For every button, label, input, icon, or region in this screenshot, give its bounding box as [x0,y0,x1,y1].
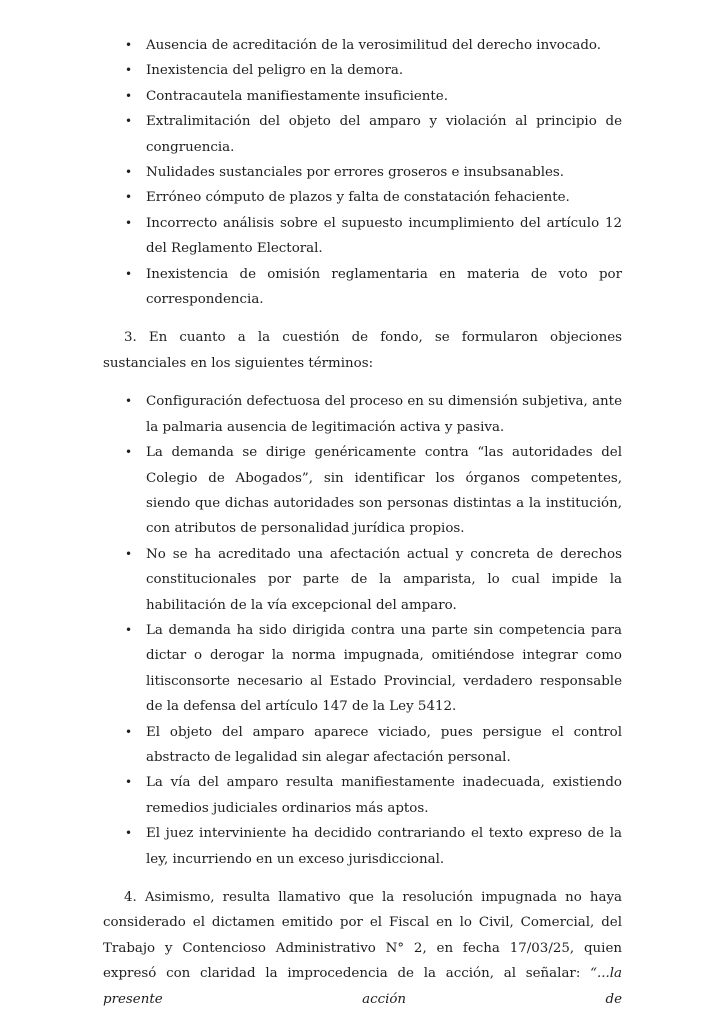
list-item: • Ausencia de acreditación de la verosimilitud del derecho invocado. [146,33,622,58]
list-item: • Incorrecto análisis sobre el supuesto incumplimiento del artículo 12 del Reglamento Electoral. [146,211,622,262]
list-item: • Inexistencia del peligro en la demora. [146,58,622,83]
list-item: • La demanda ha sido dirigida contra una parte sin competencia para dictar o derogar la norma impugnada, omitiéndose integrar como litisconsorte necesario al Estado Provincial, verdadero responsable de la defensa del artículo 147 de la Ley 5412. [146,618,622,720]
list-item: • Inexistencia de omisión reglamentaria en materia de voto por correspondencia. [146,262,622,313]
list-item: • Nulidades sustanciales por errores groseros e insubsanables. [146,160,622,185]
list-item: • La demanda se dirige genéricamente contra “las autoridades del Colegio de Abogados”, sin identificar los órganos competentes, siendo que dichas autoridades son personas distintas a la institución, con atributos de personalidad jurídica propios. [146,440,622,542]
paragraph-section-4 [103,885,622,1012]
list-item: • Configuración defectuosa del proceso en su dimensión subjetiva, ante la palmaria ausencia de legitimación activa y pasiva. [146,389,622,440]
bullet-list-preliminary-objections [103,33,622,312]
bullet-list-substantive-objections [103,389,622,872]
fiscal-opinion-quote: “...la presente acción de [103,966,622,1007]
list-item: • Extralimitación del objeto del amparo y violación al principio de congruencia. [146,109,622,160]
list-item: • Erróneo cómputo de plazos y falta de constatación fehaciente. [146,185,622,210]
list-item: • El juez interviniente ha decidido contrariando el texto expreso de la ley, incurriendo en un exceso jurisdiccional. [146,821,622,872]
list-item: • No se ha acreditado una afectación actual y concreta de derechos constitucionales por parte de la amparista, lo cual impide la habilitación de la vía excepcional del amparo. [146,542,622,618]
list-item: • Contracautela manifiestamente insuficiente. [146,84,622,109]
list-item: • El objeto del amparo aparece viciado, pues persigue el control abstracto de legalidad sin alegar afectación personal. [146,720,622,771]
list-item: • La vía del amparo resulta manifiestamente inadecuada, existiendo remedios judiciales ordinarios más aptos. [146,770,622,821]
paragraph-section-3: 3. En cuanto a la cuestión de fondo, se formularon objeciones sustanciales en los siguientes términos: [103,330,622,371]
paragraph-4-lead-text: 4. Asimismo, resulta llamativo que la resolución impugnada no haya considerado el dictamen emitido por el Fiscal en lo Civil, Comercial, del Trabajo y Contencioso Administrativo N° 2, en fecha 17/03/25, quien expresó con claridad la improcedencia de la acción, al señalar: [103,890,622,982]
